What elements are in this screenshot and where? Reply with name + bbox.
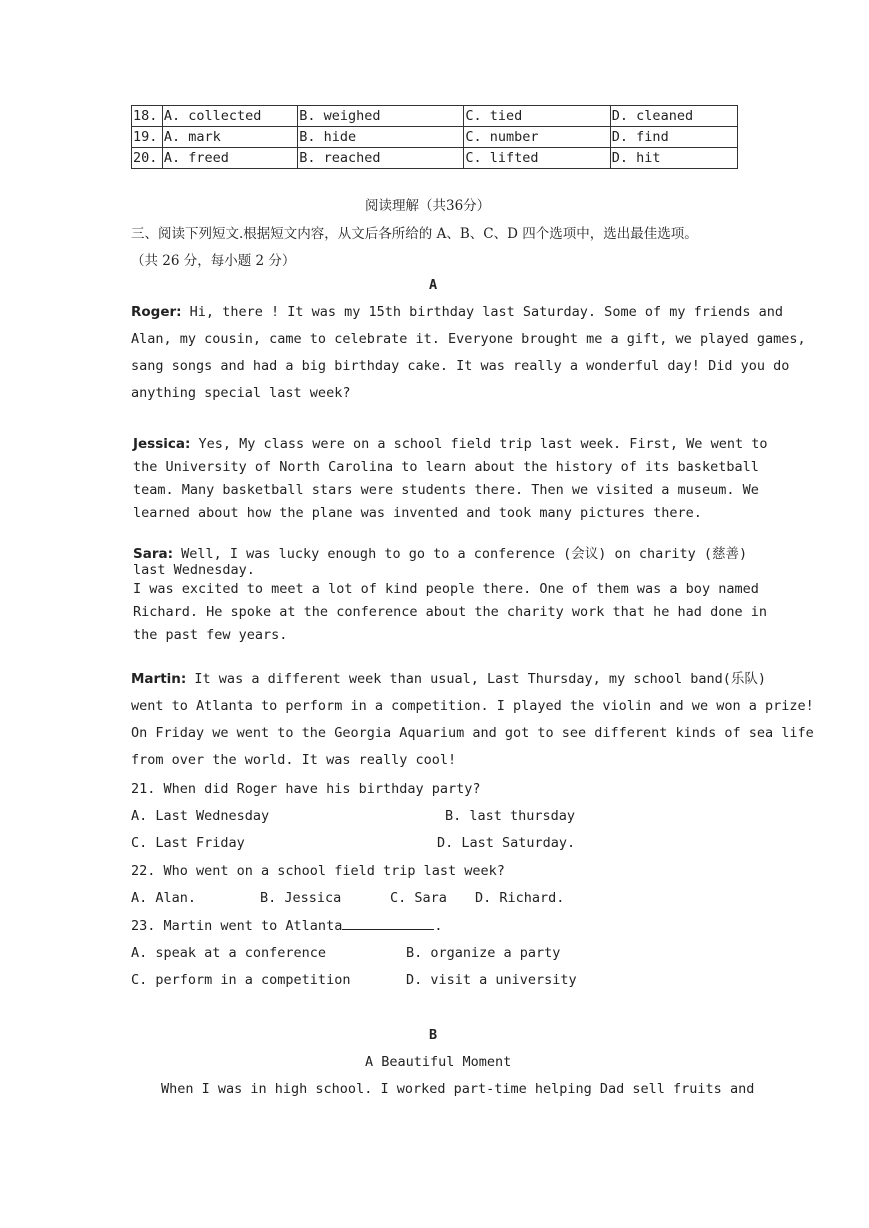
martin-paragraph	[131, 666, 814, 774]
option-c: C. lifted	[464, 148, 610, 169]
table-row	[132, 106, 738, 127]
speaker-jessica: Jessica:	[133, 436, 191, 452]
roger-paragraph	[131, 299, 806, 407]
paragraph-line: last Wednesday.	[133, 562, 255, 578]
question-23-option-a: A. speak at a conference	[131, 945, 327, 961]
option-c: C. number	[464, 127, 610, 148]
question-22-option-d: D. Richard.	[475, 890, 565, 906]
question-21-stem: 21. When did Roger have his birthday party?	[131, 781, 481, 797]
question-22-option-a: A. Alan.	[131, 890, 197, 906]
speaker-martin: Martin:	[131, 671, 187, 687]
question-23-option-d: D. visit a university	[406, 972, 577, 988]
question-22-option-c: C. Sara	[390, 890, 447, 906]
answer-blank	[342, 917, 434, 930]
option-a: A. collected	[162, 106, 297, 127]
paragraph-line: It was a different week than usual, Last Thursday, my school band(乐队)	[186, 671, 766, 687]
question-22-option-b: B. Jessica	[260, 890, 342, 906]
paragraph-line: Well, I was lucky enough to go to a conference (会议) on charity (慈善)	[173, 546, 748, 562]
paragraph-line: team. Many basketball stars were students there. Then we visited a museum. We	[133, 482, 759, 498]
option-a: A. freed	[162, 148, 297, 169]
jessica-paragraph	[133, 433, 767, 525]
instruction-line-2: （共 26 分，每小题 2 分）	[131, 253, 296, 269]
question-number: 20.	[132, 148, 163, 169]
paragraph-line: Richard. He spoke at the conference about the charity work that he had done in	[133, 604, 767, 620]
paragraph-line: the University of North Carolina to learn about the history of its basketball	[133, 459, 759, 475]
option-d: D. hit	[610, 148, 737, 169]
question-21-option-a: A. Last Wednesday	[131, 808, 270, 824]
paragraph-line: On Friday we went to the Georgia Aquarium and got to see different kinds of sea life	[131, 725, 814, 741]
sara-paragraph-head	[133, 546, 747, 578]
paragraph-line: I was excited to meet a lot of kind people there. One of them was a boy named	[133, 581, 759, 597]
question-23-text: 23. Martin went to Atlanta	[131, 918, 343, 934]
speaker-roger: Roger:	[131, 304, 182, 320]
paragraph-line: the past few years.	[133, 627, 288, 643]
passage-a-letter: A	[429, 277, 438, 293]
table-row	[132, 148, 738, 169]
paragraph-line: went to Atlanta to perform in a competition. I played the violin and we won a prize!	[131, 698, 814, 714]
section-heading: 阅读理解（共36分）	[365, 198, 491, 214]
speaker-sara: Sara:	[133, 546, 173, 562]
paragraph-line: sang songs and had a big birthday cake. It was really a wonderful day! Did you do	[131, 358, 790, 374]
passage-b-letter: B	[429, 1027, 438, 1043]
instruction-line-1: 三、阅读下列短文.根据短文内容，从文后各所给的 A、B、C、D 四个选项中，选出最佳选项。	[131, 226, 698, 242]
question-23-stem	[131, 917, 442, 934]
paragraph-line: from over the world. It was really cool!	[131, 752, 457, 768]
question-23-end: .	[434, 918, 443, 934]
option-c: C. tied	[464, 106, 610, 127]
option-b: B. hide	[298, 127, 464, 148]
passage-b-first-line: When I was in high school. I worked part-time helping Dad sell fruits and	[161, 1081, 755, 1097]
table-row	[132, 127, 738, 148]
passage-b-title: A Beautiful Moment	[365, 1054, 512, 1070]
paragraph-line: Alan, my cousin, came to celebrate it. Everyone brought me a gift, we played games,	[131, 331, 806, 347]
question-21-option-d: D. Last Saturday.	[437, 835, 576, 851]
question-number: 18.	[132, 106, 163, 127]
paragraph-line: anything special last week?	[131, 385, 351, 401]
question-22-stem: 22. Who went on a school field trip last week?	[131, 863, 505, 879]
paragraph-line: learned about how the plane was invented and took many pictures there.	[133, 505, 702, 521]
option-b: B. reached	[298, 148, 464, 169]
question-23-option-b: B. organize a party	[406, 945, 561, 961]
option-b: B. weighed	[298, 106, 464, 127]
option-d: D. cleaned	[610, 106, 737, 127]
paragraph-line: Hi, there ! It was my 15th birthday last Saturday. Some of my friends and	[181, 304, 783, 320]
answer-options-table	[131, 105, 738, 169]
sara-paragraph-body	[133, 578, 767, 647]
question-number: 19.	[132, 127, 163, 148]
paragraph-line: Yes, My class were on a school field trip last week. First, We went to	[190, 436, 768, 452]
option-d: D. find	[610, 127, 737, 148]
question-21-option-b: B. last thursday	[445, 808, 576, 824]
question-23-option-c: C. perform in a competition	[131, 972, 351, 988]
option-a: A. mark	[162, 127, 297, 148]
question-21-option-c: C. Last Friday	[131, 835, 245, 851]
